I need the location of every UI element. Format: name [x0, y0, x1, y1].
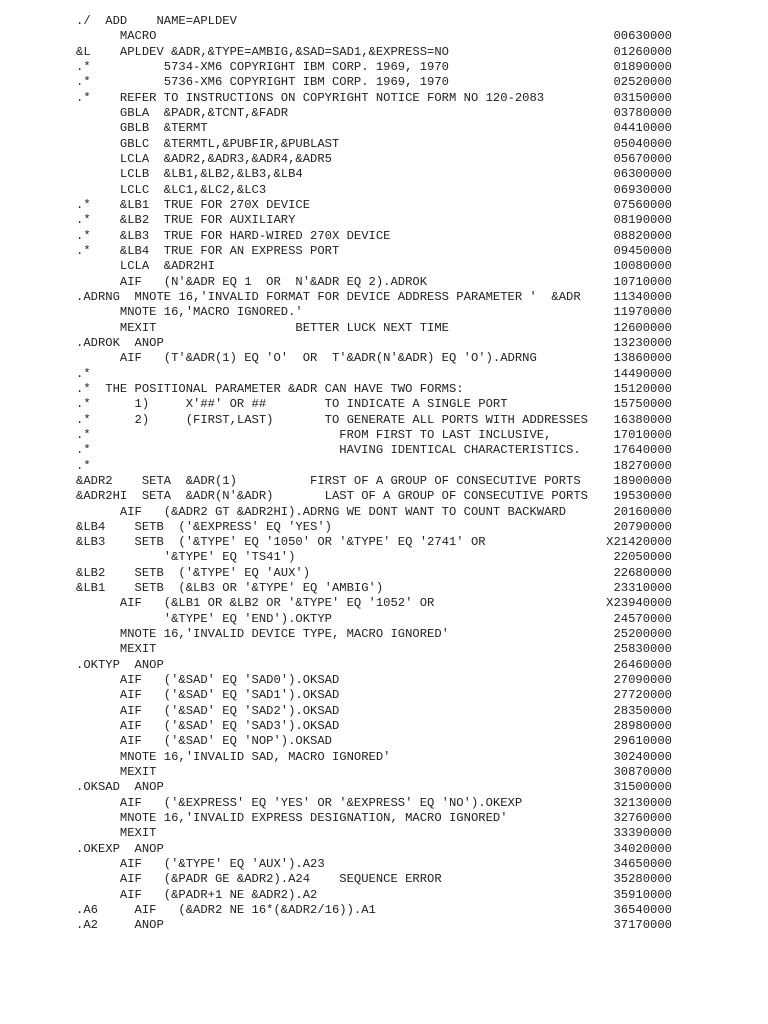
listing-line: [76, 796, 676, 811]
listing-line: [76, 872, 676, 887]
listing-line: [76, 75, 676, 90]
listing-line: [76, 704, 676, 719]
listing-line: [76, 857, 676, 872]
sequence-number: 04410000: [613, 121, 672, 136]
sequence-number: 06300000: [613, 167, 672, 182]
sequence-number: 33390000: [613, 826, 672, 841]
listing-line: [76, 321, 676, 336]
sequence-number: 11340000: [613, 289, 672, 304]
source-statement: LCLB &LB1,&LB2,&LB3,&LB4: [76, 167, 303, 182]
sequence-number: 17640000: [613, 443, 672, 458]
sequence-number: 08820000: [613, 228, 672, 243]
listing-line: [76, 765, 676, 780]
source-statement: AIF ('&EXPRESS' EQ 'YES' OR '&EXPRESS' EQ 'NO').OKEXP: [76, 795, 523, 810]
source-listing: [76, 14, 676, 934]
sequence-number: 31500000: [613, 780, 672, 795]
listing-line: [76, 750, 676, 765]
listing-line: [76, 489, 676, 504]
listing-line: [76, 106, 676, 121]
sequence-number: 03780000: [613, 105, 672, 120]
listing-line: [76, 305, 676, 320]
source-statement: .OKTYP ANOP: [76, 657, 164, 672]
source-statement: LCLC &LC1,&LC2,&LC3: [76, 182, 267, 197]
listing-line: [76, 382, 676, 397]
sequence-number: 11970000: [613, 305, 672, 320]
listing-line: [76, 918, 676, 933]
source-statement: AIF ('&TYPE' EQ 'AUX').A23: [76, 857, 325, 872]
listing-line: [76, 244, 676, 259]
sequence-number: 03150000: [613, 90, 672, 105]
sequence-number: 15750000: [613, 397, 672, 412]
listing-line: [76, 612, 676, 627]
listing-line: [76, 842, 676, 857]
listing-line: [76, 428, 676, 443]
listing-line: [76, 167, 676, 182]
source-statement: MEXIT: [76, 826, 157, 841]
source-statement: MEXIT: [76, 765, 157, 780]
source-statement: .*: [76, 366, 91, 381]
source-statement: .* &LB2 TRUE FOR AUXILIARY: [76, 213, 296, 228]
listing-line: [76, 91, 676, 106]
source-statement: &LB3 SETB ('&TYPE' EQ '1050' OR '&TYPE' EQ '2741' OR: [76, 535, 486, 550]
listing-line: [76, 811, 676, 826]
source-statement: AIF ('&SAD' EQ 'SAD1').OKSAD: [76, 688, 340, 703]
sequence-number: 17010000: [613, 427, 672, 442]
source-statement: .* THE POSITIONAL PARAMETER &ADR CAN HAVE TWO FORMS:: [76, 381, 464, 396]
sequence-number: 27720000: [613, 688, 672, 703]
listing-line: [76, 213, 676, 228]
sequence-number: 19530000: [613, 489, 672, 504]
source-statement: .* 2) (FIRST,LAST) TO GENERATE ALL PORTS WITH ADDRESSES: [76, 412, 588, 427]
source-statement: &ADR2 SETA &ADR(1) FIRST OF A GROUP OF CONSECUTIVE PORTS: [76, 473, 581, 488]
listing-line: [76, 535, 676, 550]
listing-line: [76, 152, 676, 167]
sequence-number: 01260000: [613, 44, 672, 59]
sequence-number: 32760000: [613, 811, 672, 826]
source-statement: .* &LB1 TRUE FOR 270X DEVICE: [76, 197, 311, 212]
sequence-number: 08190000: [613, 213, 672, 228]
source-statement: MACRO: [76, 29, 157, 44]
listing-line: [76, 198, 676, 213]
source-statement: ./ ADD NAME=APLDEV: [76, 14, 237, 28]
source-statement: MNOTE 16,'MACRO IGNORED.': [76, 305, 303, 320]
listing-line: [76, 443, 676, 458]
source-statement: AIF (&LB1 OR &LB2 OR '&TYPE' EQ '1052' OR: [76, 596, 435, 611]
sequence-number: 20790000: [613, 519, 672, 534]
source-statement: .OKEXP ANOP: [76, 841, 164, 856]
source-statement: AIF ('&SAD' EQ 'SAD2').OKSAD: [76, 703, 340, 718]
listing-line: [76, 413, 676, 428]
source-statement: AIF (N'&ADR EQ 1 OR N'&ADR EQ 2).ADROK: [76, 274, 428, 289]
source-statement: .ADROK ANOP: [76, 335, 164, 350]
source-statement: '&TYPE' EQ 'TS41'): [76, 550, 296, 565]
sequence-number: 23310000: [613, 581, 672, 596]
listing-line: [76, 734, 676, 749]
sequence-number: 35280000: [613, 872, 672, 887]
sequence-number: 22680000: [613, 565, 672, 580]
source-statement: .* FROM FIRST TO LAST INCLUSIVE,: [76, 427, 552, 442]
listing-line: [76, 688, 676, 703]
source-statement: .* 5736-XM6 COPYRIGHT IBM CORP. 1969, 1970: [76, 75, 449, 90]
listing-line: [76, 137, 676, 152]
sequence-number: 20160000: [613, 504, 672, 519]
sequence-number: 09450000: [613, 243, 672, 258]
source-statement: MEXIT: [76, 642, 157, 657]
listing-line: [76, 566, 676, 581]
listing-line: [76, 550, 676, 565]
source-statement: LCLA &ADR2HI: [76, 259, 215, 274]
sequence-number: 10080000: [613, 259, 672, 274]
sequence-number: 30870000: [613, 765, 672, 780]
source-statement: .* REFER TO INSTRUCTIONS ON COPYRIGHT NOTICE FORM NO 120-2083: [76, 90, 545, 105]
source-statement: AIF ('&SAD' EQ 'SAD3').OKSAD: [76, 719, 340, 734]
sequence-number: 30240000: [613, 749, 672, 764]
sequence-number: 35910000: [613, 887, 672, 902]
sequence-number: 14490000: [613, 366, 672, 381]
sequence-number: 28350000: [613, 703, 672, 718]
listing-line: [76, 673, 676, 688]
source-statement: GBLB &TERMT: [76, 121, 208, 136]
listing-line: [76, 60, 676, 75]
sequence-number: 22050000: [613, 550, 672, 565]
sequence-number: 07560000: [613, 197, 672, 212]
sequence-number: 15120000: [613, 381, 672, 396]
source-statement: AIF ('&SAD' EQ 'SAD0').OKSAD: [76, 673, 340, 688]
source-statement: &ADR2HI SETA &ADR(N'&ADR) LAST OF A GROUP OF CONSECUTIVE PORTS: [76, 489, 588, 504]
listing-line: [76, 45, 676, 60]
source-statement: MNOTE 16,'INVALID EXPRESS DESIGNATION, MACRO IGNORED': [76, 811, 508, 826]
listing-line: [76, 275, 676, 290]
listing-line: [76, 259, 676, 274]
source-statement: GBLA &PADR,&TCNT,&FADR: [76, 105, 289, 120]
sequence-number: 34650000: [613, 857, 672, 872]
listing-line: [76, 474, 676, 489]
sequence-number: 32130000: [613, 795, 672, 810]
source-statement: .ADRNG MNOTE 16,'INVALID FORMAT FOR DEVICE ADDRESS PARAMETER ' &ADR: [76, 289, 581, 304]
sequence-number: 06930000: [613, 182, 672, 197]
sequence-number: 02520000: [613, 75, 672, 90]
source-statement: .A6 AIF (&ADR2 NE 16*(&ADR2/16)).A1: [76, 903, 376, 918]
sequence-number: 37170000: [613, 918, 672, 933]
sequence-number: 12600000: [613, 320, 672, 335]
source-statement: AIF (&PADR+1 NE &ADR2).A2: [76, 887, 318, 902]
sequence-number: 36540000: [613, 903, 672, 918]
listing-line: [76, 121, 676, 136]
listing-line: [76, 627, 676, 642]
listing-line: [76, 581, 676, 596]
sequence-number: 05670000: [613, 151, 672, 166]
source-statement: .* &LB4 TRUE FOR AN EXPRESS PORT: [76, 243, 340, 258]
listing-line: [76, 183, 676, 198]
source-statement: &LB2 SETB ('&TYPE' EQ 'AUX'): [76, 565, 311, 580]
source-statement: .*: [76, 458, 91, 473]
source-statement: AIF ('&SAD' EQ 'NOP').OKSAD: [76, 734, 332, 749]
source-statement: .OKSAD ANOP: [76, 780, 164, 795]
listing-line: [76, 826, 676, 841]
listing-line: [76, 459, 676, 474]
source-statement: MNOTE 16,'INVALID DEVICE TYPE, MACRO IGNORED': [76, 627, 449, 642]
listing-line: [76, 658, 676, 673]
source-statement: AIF (&PADR GE &ADR2).A24 SEQUENCE ERROR: [76, 872, 442, 887]
listing-line: [76, 520, 676, 535]
listing-line: [76, 29, 676, 44]
source-statement: MNOTE 16,'INVALID SAD, MACRO IGNORED': [76, 749, 391, 764]
listing-line: [76, 290, 676, 305]
source-statement: &LB4 SETB ('&EXPRESS' EQ 'YES'): [76, 519, 332, 534]
source-statement: .* 5734-XM6 COPYRIGHT IBM CORP. 1969, 1970: [76, 59, 449, 74]
listing-line: [76, 780, 676, 795]
listing-line: [76, 336, 676, 351]
source-statement: MEXIT BETTER LUCK NEXT TIME: [76, 320, 449, 335]
listing-line: [76, 397, 676, 412]
sequence-number: 16380000: [613, 412, 672, 427]
listing-line: [76, 505, 676, 520]
source-statement: .* HAVING IDENTICAL CHARACTERISTICS.: [76, 443, 581, 458]
listing-line: [76, 888, 676, 903]
sequence-number: 05040000: [613, 136, 672, 151]
sequence-number: 10710000: [613, 274, 672, 289]
source-statement: GBLC &TERMTL,&PUBFIR,&PUBLAST: [76, 136, 340, 151]
sequence-number: 27090000: [613, 673, 672, 688]
sequence-number: 24570000: [613, 611, 672, 626]
sequence-number: 34020000: [613, 841, 672, 856]
source-statement: .* &LB3 TRUE FOR HARD-WIRED 270X DEVICE: [76, 228, 391, 243]
source-statement: AIF (&ADR2 GT &ADR2HI).ADRNG WE DONT WANT TO COUNT BACKWARD: [76, 504, 567, 519]
listing-line: [76, 903, 676, 918]
source-statement: LCLA &ADR2,&ADR3,&ADR4,&ADR5: [76, 151, 332, 166]
source-statement: &L APLDEV &ADR,&TYPE=AMBIG,&SAD=SAD1,&EXPRESS=NO: [76, 44, 449, 59]
listing-line: [76, 596, 676, 611]
listing-line: [76, 14, 676, 29]
sequence-number: X21420000: [606, 535, 672, 550]
listing-line: [76, 642, 676, 657]
source-statement: '&TYPE' EQ 'END').OKTYP: [76, 611, 332, 626]
sequence-number: X23940000: [606, 596, 672, 611]
source-statement: .* 1) X'##' OR ## TO INDICATE A SINGLE PORT: [76, 397, 508, 412]
sequence-number: 29610000: [613, 734, 672, 749]
sequence-number: 13230000: [613, 335, 672, 350]
sequence-number: 00630000: [613, 29, 672, 44]
sequence-number: 18900000: [613, 473, 672, 488]
source-statement: AIF (T'&ADR(1) EQ 'O' OR T'&ADR(N'&ADR) EQ 'O').ADRNG: [76, 351, 537, 366]
listing-line: [76, 229, 676, 244]
listing-line: [76, 719, 676, 734]
source-statement: &LB1 SETB (&LB3 OR '&TYPE' EQ 'AMBIG'): [76, 581, 384, 596]
sequence-number: 26460000: [613, 657, 672, 672]
sequence-number: 25830000: [613, 642, 672, 657]
listing-line: [76, 351, 676, 366]
sequence-number: 01890000: [613, 59, 672, 74]
sequence-number: 28980000: [613, 719, 672, 734]
sequence-number: 13860000: [613, 351, 672, 366]
sequence-number: 25200000: [613, 627, 672, 642]
source-statement: .A2 ANOP: [76, 918, 164, 933]
sequence-number: 18270000: [613, 458, 672, 473]
listing-line: [76, 367, 676, 382]
